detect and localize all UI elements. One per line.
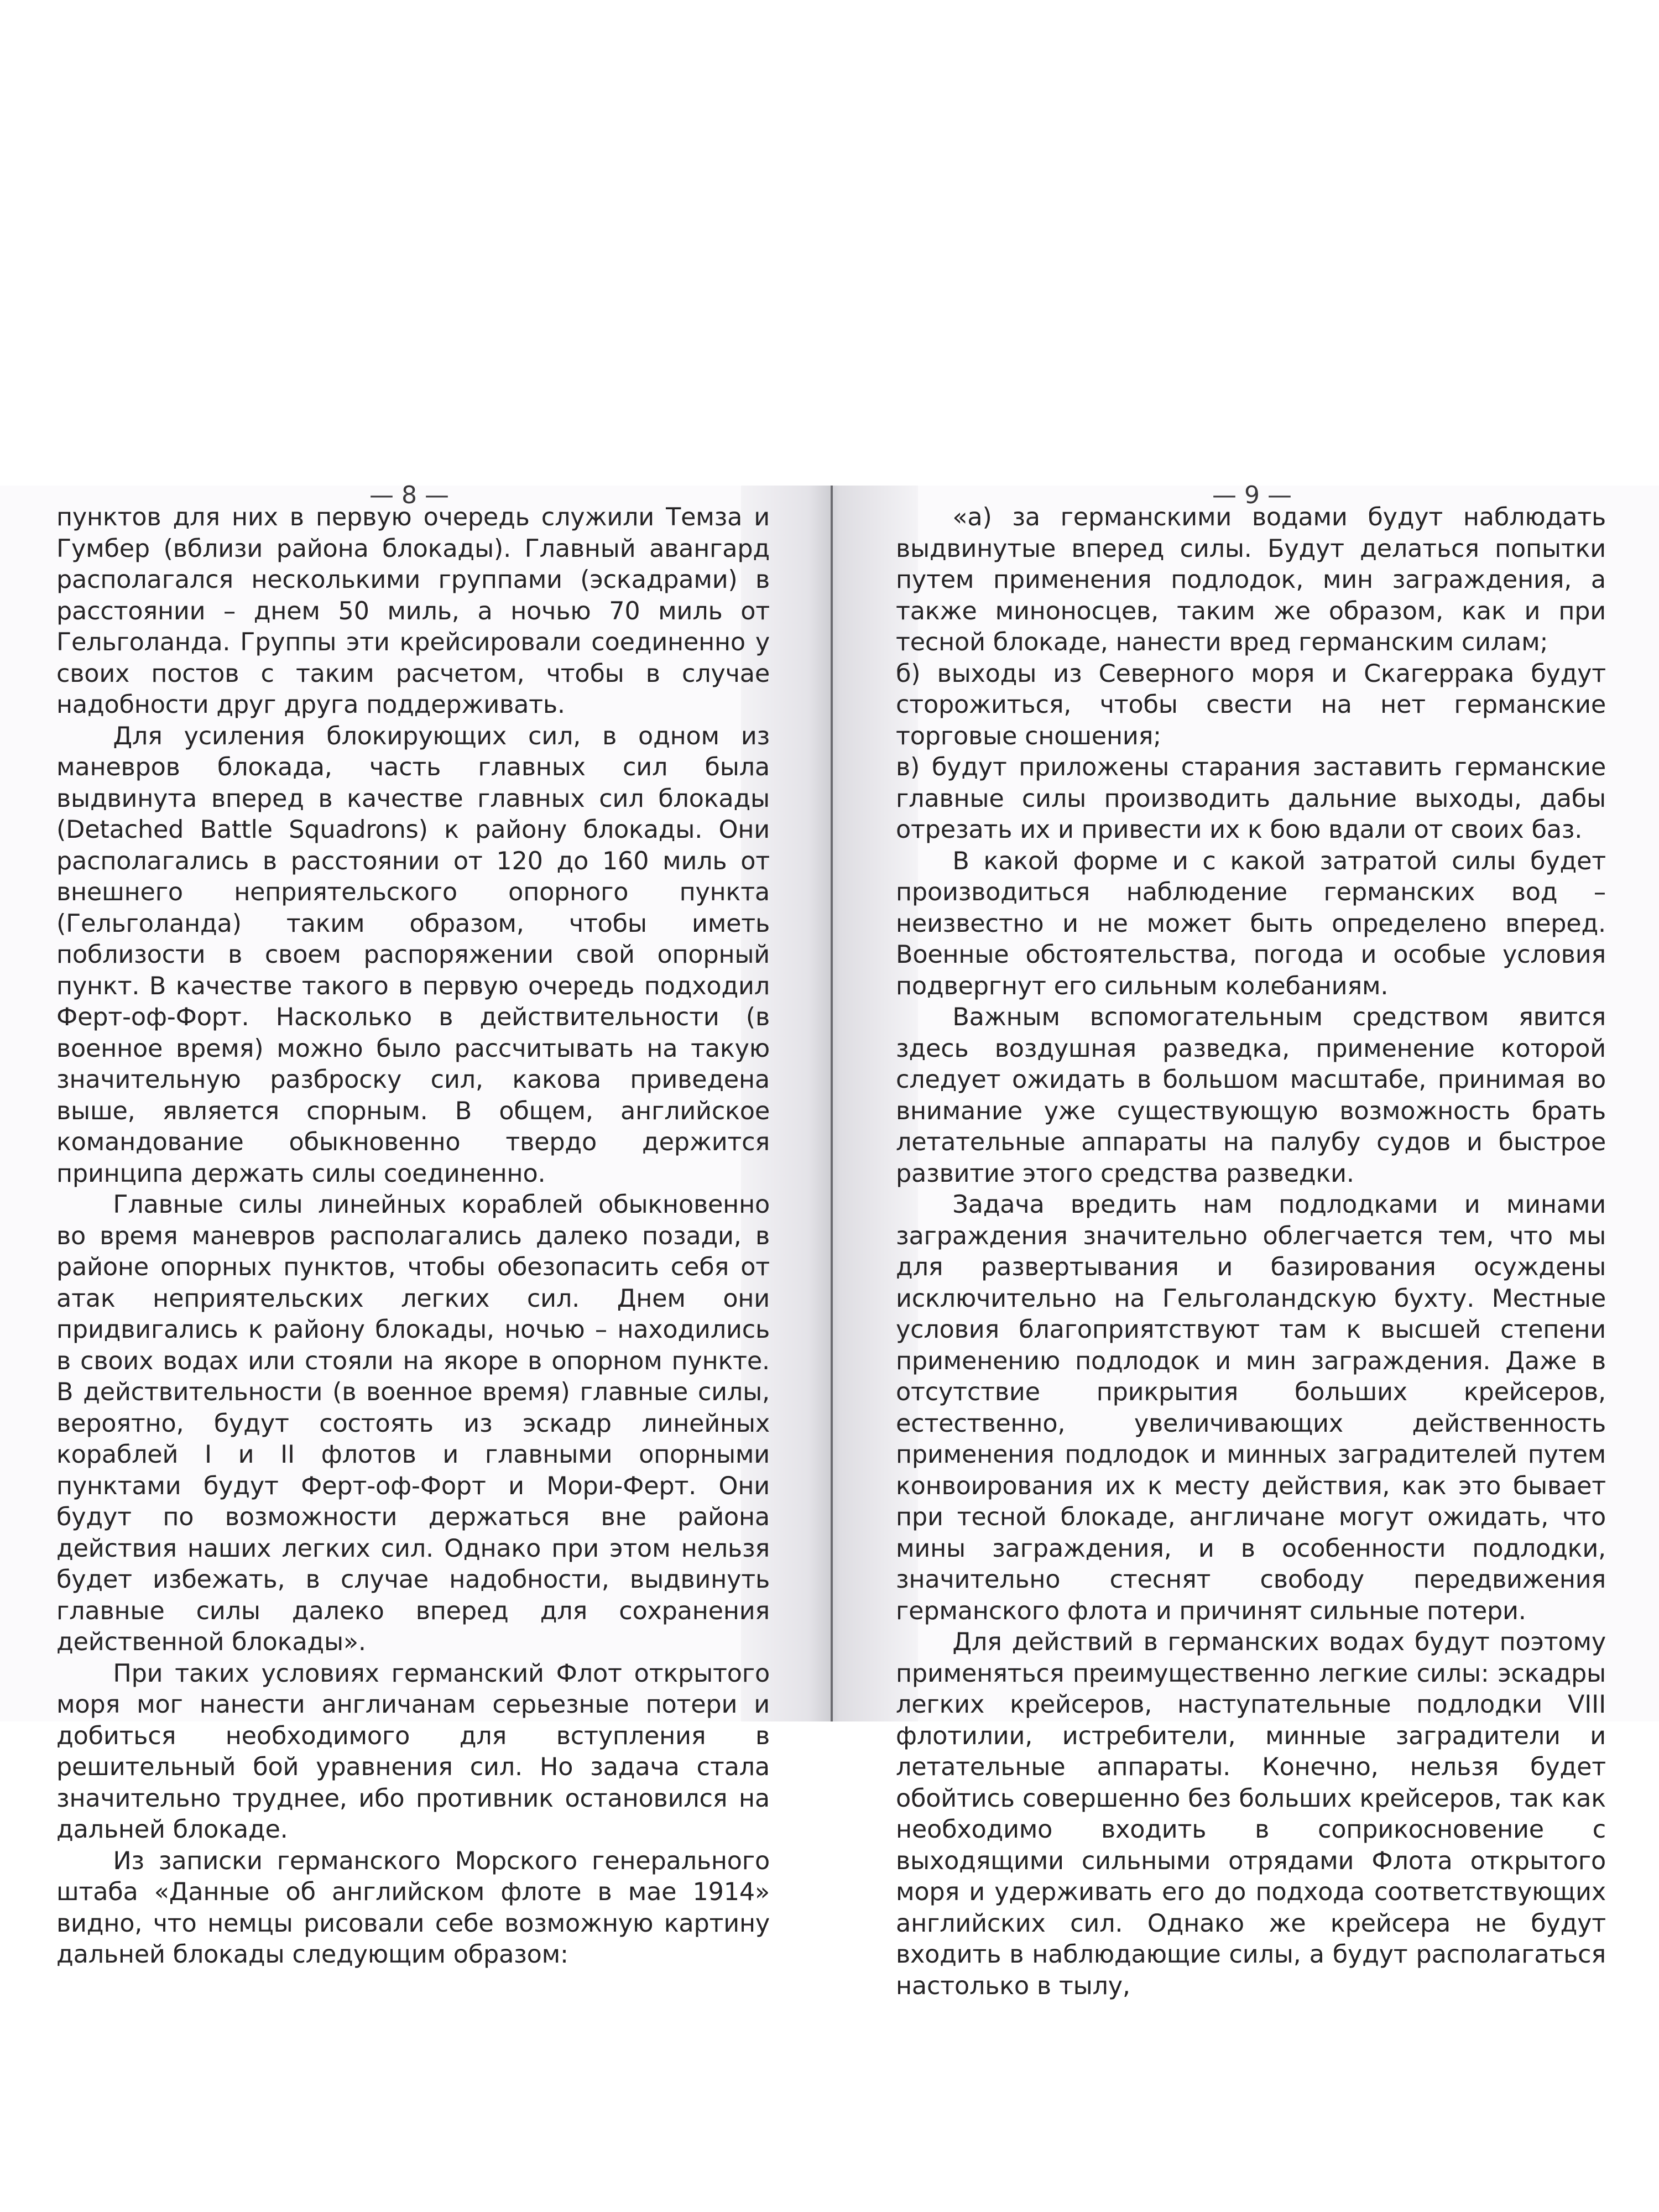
left-page bbox=[0, 484, 785, 1969]
paragraph: Из записки германского Морского генерального штаба «Данные об английском флоте в мае 1914» видно, что немцы рисовали себе возможную картину дальней блокады следующим образом: bbox=[56, 1846, 770, 1969]
paragraph: «а) за германскими водами будут наблюдать выдвинутые вперед силы. Будут делаться попытки путем применения подлодок, мин заграждения, а также миноносцев, таким же образом, как и при тесной блокаде, нанести вред германским силам; bbox=[896, 503, 1606, 656]
paragraph: Важным вспомогательным средством явится здесь воздушная разведка, применение которой следует ожидать в большом масштабе, принимая во внимание уже существующую возможность брать летательные аппараты на палубу судов и быстрое развитие этого средства разведки. bbox=[896, 1003, 1606, 1188]
page-text bbox=[56, 502, 770, 1971]
paragraph: Главные силы линейных кораблей обыкновенно во время маневров располагались далеко позади, в районе опорных пунктов, чтобы обезопасить себя от атак неприятельских легких сил. Днем они придвигались к району блокады, ночью – находились в своих водах или стояли на якоре в опорном пункте. В действительности (в военное время) главные силы, вероятно, будут состоять из эскадр линейных кораблей I и II флотов и главными опорными пунктами будут Ферт-оф-Форт и Мори-Ферт. Они будут по возможности держаться вне района действия наших легких сил. Однако при этом нельзя будет избежать, в случае надобности, выдвинуть главные силы далеко вперед для сохранения действенной блокады». bbox=[56, 1191, 770, 1656]
paragraph: Для действий в германских водах будут поэтому применяться преимущественно легкие силы: эскадры легких крейсеров, наступательные подлодки VIII флотилии, истребители, минные заградители и летательные аппараты. Конечно, нельзя будет обойтись совершенно без больших крейсеров, так как необходимо входить в соприкосновение с выходящими сильными отрядами Флота открытого моря и удерживать его до подхода соответствующих английских сил. Однако же крейсера не будут входить в наблюдающие силы, а будут располагаться настолько в тылу, bbox=[896, 1628, 1606, 2000]
paragraph: Задача вредить нам подлодками и минами заграждения значительно облегчается тем, что мы для развертывания и базирования осуждены исключительно на Гельголандскую бухту. Местные условия благоприятствуют там к высшей степени применению подлодок и мин заграждения. Даже в отсутствие прикрытия больших крейсеров, естественно, увеличивающих действенность применения подлодок и минных заградителей путем конвоирования их к месту действия, как это бывает при тесной блокаде, англичане могут ожидать, что мины заграждения, и в особенности подлодки, значительно стеснят свободу передвижения германского флота и причинят сильные потери. bbox=[896, 1191, 1606, 1625]
paragraph: в) будут приложены старания заставить германские главные силы производить дальние выходы, дабы отрезать их и привести их к бою вдали от своих баз. bbox=[896, 753, 1606, 844]
paragraph: пунктов для них в первую очередь служили Темза и Гумбер (вблизи района блокады). Главный авангард располагался несколькими группами (эскадрами) в расстоянии – днем 50 миль, а ночью 70 миль от Гельголанда. Группы эти крейсировали соединенно у своих постов с таким расчетом, чтобы в случае надобности друг друга поддерживать. bbox=[56, 503, 770, 719]
paragraph: Для усиления блокирующих сил, в одном из маневров блокада, часть главных сил была выдвинута вперед в качестве главных сил блокады (Detached Battle Squadrons) к району блокады. Они располагались в расстоянии от 120 до 160 миль от внешнего неприятельского опорного пункта (Гельголанда) таким образом, чтобы иметь поблизости в своем распоряжении свой опорный пункт. В качестве такого в первую очередь подходил Ферт-оф-Форт. Насколько в действительности (в военное время) можно было рассчитывать на такую значительную разброску сил, какова приведена выше, является спорным. В общем, английское командование обыкновенно твердо держится принципа держать силы соединенно. bbox=[56, 722, 770, 1188]
page-text bbox=[896, 502, 1606, 2002]
paragraph: б) выходы из Северного моря и Скагеррака будут сторожиться, чтобы свести на нет германские торговые сношения; bbox=[896, 659, 1606, 750]
page-number: — 9 — bbox=[1212, 484, 1292, 507]
right-page bbox=[833, 484, 1659, 2000]
paragraph: В какой форме и с какой затратой силы будет производиться наблюдение германских вод – неизвестно и не может быть определено вперед. Военные обстоятельства, погода и особые условия подвергнут его сильным колебаниям. bbox=[896, 847, 1606, 1000]
page-number: — 8 — bbox=[369, 484, 449, 507]
paragraph: При таких условиях германский Флот открытого моря мог нанести англичанам серьезные потери и добиться необходимого для вступления в решительный бой уравнения сил. Но задача стала значительно труднее, ибо противник остановился на дальней блокаде. bbox=[56, 1659, 770, 1844]
